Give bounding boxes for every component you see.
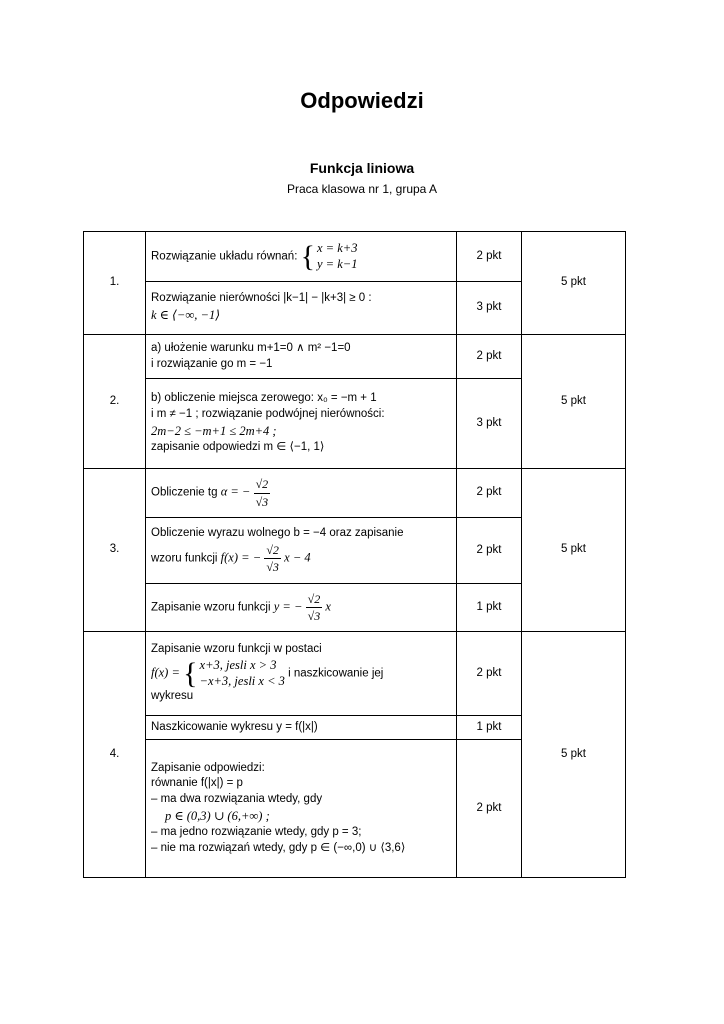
points-cell: 2 pkt	[457, 335, 522, 379]
fraction-numerator: √2	[306, 591, 323, 608]
piecewise-definition	[183, 658, 285, 689]
table-row	[84, 335, 626, 379]
task-number: 1.	[84, 232, 146, 335]
task-description	[146, 518, 457, 584]
fraction-numerator: √2	[264, 542, 281, 559]
desc-text: i m ≠ −1 ; rozwiązanie podwójnej nierówności:	[151, 407, 385, 420]
desc-text: wykresu	[151, 690, 194, 703]
desc-text: Zapisanie wzoru funkcji	[151, 601, 271, 614]
desc-math: x	[325, 599, 331, 614]
total-points: 5 pkt	[522, 232, 626, 335]
task-description	[146, 282, 457, 335]
desc-text: – ma dwa rozwiązania wtedy, gdy	[151, 792, 323, 805]
brace-glyph: {	[183, 656, 198, 690]
desc-text: Rozwiązanie układu równań:	[151, 250, 298, 263]
points-cell: 2 pkt	[457, 518, 522, 584]
points-cell: 2 pkt	[457, 740, 522, 878]
task-description	[146, 584, 457, 632]
desc-math: p ∈ (0,3) ∪ (6,+∞) ;	[165, 808, 270, 823]
points-cell: 1 pkt	[457, 584, 522, 632]
task-description	[146, 379, 457, 469]
task-description	[146, 740, 457, 878]
fraction	[264, 542, 281, 575]
desc-text: zapisanie odpowiedzi m ∈ ⟨−1, 1⟩	[151, 441, 325, 454]
task-description	[146, 716, 457, 740]
points-cell: 2 pkt	[457, 232, 522, 282]
desc-math: 2m−2 ≤ −m+1 ≤ 2m+4 ;	[151, 423, 277, 438]
points-cell: 1 pkt	[457, 716, 522, 740]
task-description	[146, 232, 457, 282]
desc-math: f(x) =	[151, 665, 180, 680]
section-subtitle: Funkcja liniowa	[309, 160, 415, 176]
task-number: 3.	[84, 469, 146, 632]
task-description	[146, 469, 457, 518]
desc-text: Obliczenie wyrazu wolnego b = −4 oraz zapisanie	[151, 527, 404, 540]
points-cell: 2 pkt	[457, 632, 522, 716]
points-cell: 3 pkt	[457, 282, 522, 335]
desc-math: f(x) = −	[220, 550, 262, 565]
fraction	[254, 476, 271, 509]
page-title: Odpowiedzi	[300, 88, 424, 113]
desc-math: k ∈ ⟨−∞, −1⟩	[151, 308, 221, 322]
total-points: 5 pkt	[522, 335, 626, 469]
total-points: 5 pkt	[522, 632, 626, 878]
desc-math: α = −	[220, 485, 251, 500]
desc-text: wzoru funkcji	[151, 552, 218, 565]
total-points: 5 pkt	[522, 469, 626, 632]
desc-math: x − 4	[284, 550, 311, 565]
task-number: 4.	[84, 632, 146, 878]
fraction-denominator: √3	[255, 494, 269, 509]
desc-text: Zapisanie odpowiedzi:	[151, 761, 265, 774]
fraction-numerator: √2	[254, 476, 271, 493]
desc-text: Rozwiązanie nierówności |k−1| − |k+3| ≥ 0 :	[151, 292, 372, 305]
desc-text: Naszkicowanie wykresu y = f(|x|)	[151, 720, 318, 733]
fraction-denominator: √3	[266, 559, 279, 574]
desc-text: i rozwiązanie go m = −1	[151, 357, 273, 370]
test-group-label: Praca klasowa nr 1, grupa A	[286, 182, 438, 196]
piecewise-case: −x+3, jesli x < 3	[199, 673, 285, 688]
task-description	[146, 632, 457, 716]
desc-text: równanie f(|x|) = p	[151, 777, 243, 790]
system-line: x = k+3	[317, 240, 358, 255]
desc-text: i naszkicowanie jej	[288, 667, 384, 680]
desc-text: Zapisanie wzoru funkcji w postaci	[151, 643, 322, 656]
desc-text: b) obliczenie miejsca zerowego: x₀ = −m + 1	[151, 392, 377, 405]
equation-system	[301, 241, 358, 272]
points-cell: 2 pkt	[457, 469, 522, 518]
points-cell: 3 pkt	[457, 379, 522, 469]
desc-math: y = −	[273, 599, 303, 614]
system-line: y = k−1	[317, 256, 358, 271]
desc-text: – nie ma rozwiązań wtedy, gdy p ∈ (−∞,0) ∪ ⟨3,6⟩	[151, 841, 406, 854]
table-row	[84, 469, 626, 518]
table-row	[84, 232, 626, 282]
task-description	[146, 335, 457, 379]
desc-text: – ma jedno rozwiązanie wtedy, gdy p = 3;	[151, 826, 362, 839]
desc-text: Obliczenie tg	[151, 487, 218, 500]
fraction-denominator: √3	[307, 609, 321, 623]
task-number: 2.	[84, 335, 146, 469]
fraction	[306, 591, 323, 624]
answers-table	[83, 231, 626, 878]
brace-glyph: {	[300, 239, 315, 273]
table-row	[84, 632, 626, 716]
piecewise-case: x+3, jesli x > 3	[199, 657, 277, 672]
desc-text: a) ułożenie warunku m+1=0 ∧ m² −1=0	[151, 341, 351, 354]
